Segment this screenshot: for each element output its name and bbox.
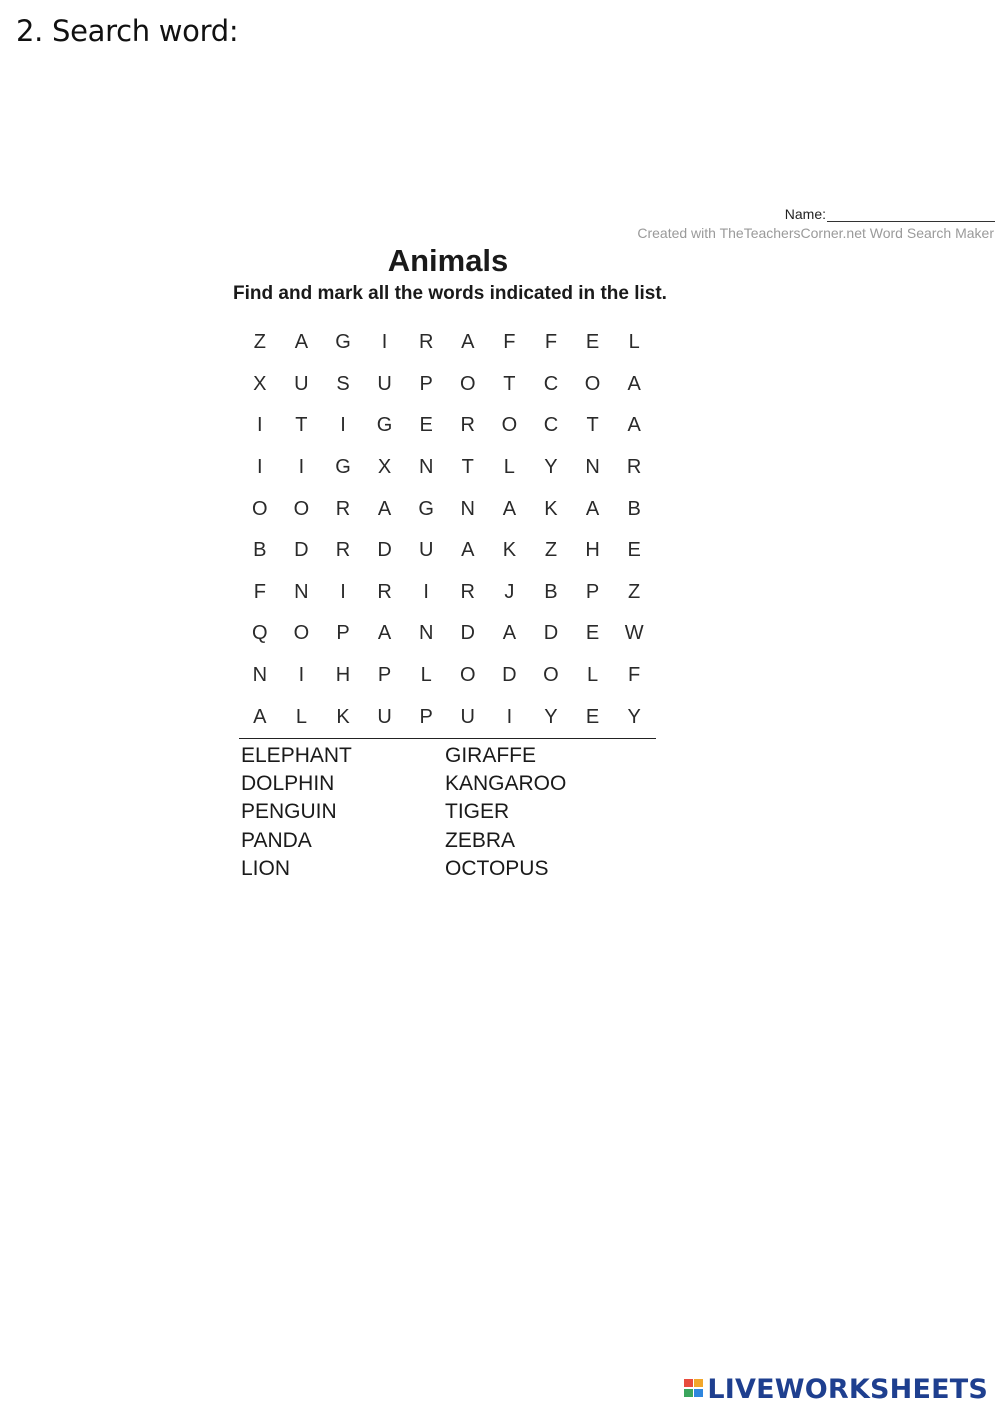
grid-letter[interactable]: K: [544, 497, 558, 520]
grid-letter[interactable]: R: [418, 331, 434, 354]
grid-letter[interactable]: D: [460, 622, 475, 645]
grid-letter[interactable]: T: [586, 414, 599, 437]
grid-letter[interactable]: A: [461, 539, 475, 562]
grid-letter[interactable]: W: [624, 622, 644, 645]
grid-letter[interactable]: Y: [544, 705, 558, 728]
name-field: [785, 206, 995, 222]
grid-letter[interactable]: G: [335, 331, 351, 354]
grid-letter[interactable]: S: [336, 372, 350, 395]
grid-row: [239, 447, 655, 489]
grid-letter[interactable]: E: [419, 414, 433, 437]
grid-letter[interactable]: A: [294, 331, 309, 354]
grid-letter[interactable]: O: [252, 497, 268, 520]
grid-letter[interactable]: G: [418, 497, 434, 520]
grid-letter[interactable]: O: [459, 664, 476, 687]
grid-letter[interactable]: Z: [544, 539, 558, 562]
grid-letter[interactable]: O: [543, 664, 559, 687]
word-list-item: PENGUIN: [241, 800, 337, 824]
grid-letter[interactable]: U: [460, 705, 475, 728]
grid-row: [239, 696, 655, 738]
question-heading: 2. Search word:: [16, 14, 239, 48]
word-list-item: KANGAROO: [445, 772, 567, 796]
grid-letter[interactable]: R: [377, 580, 392, 603]
grid-letter[interactable]: N: [252, 664, 268, 687]
grid-letter[interactable]: X: [253, 372, 267, 395]
grid-letter[interactable]: J: [504, 580, 515, 603]
grid-letter[interactable]: N: [460, 497, 475, 520]
grid-letter[interactable]: I: [257, 414, 263, 437]
grid-letter[interactable]: U: [377, 705, 392, 728]
liveworksheets-logo-icon: [684, 1377, 704, 1403]
grid-letter[interactable]: O: [459, 372, 476, 395]
grid-letter[interactable]: E: [585, 331, 600, 354]
grid-letter[interactable]: P: [419, 705, 433, 728]
word-list-item: ELEPHANT: [241, 744, 352, 767]
brand-text: LIVEWORKSHEETS: [707, 1374, 988, 1405]
grid-letter[interactable]: B: [544, 580, 558, 603]
grid-letter[interactable]: Z: [628, 580, 641, 603]
word-list-item: OCTOPUS: [445, 856, 549, 880]
grid-row: [239, 322, 655, 364]
credit-text: Created with TheTeachersCorner.net Word Search Maker: [637, 225, 994, 241]
puzzle-title: Animals: [387, 243, 509, 278]
grid-letter[interactable]: N: [294, 580, 309, 603]
grid-letter[interactable]: U: [377, 372, 392, 395]
grid-letter[interactable]: A: [377, 622, 392, 645]
brand-logo: [684, 1374, 988, 1405]
grid-letter[interactable]: A: [253, 705, 267, 728]
grid-letter[interactable]: O: [293, 497, 310, 520]
grid-letter[interactable]: K: [502, 539, 517, 562]
word-list-item: ZEBRA: [445, 828, 516, 852]
grid-letter[interactable]: U: [418, 539, 434, 562]
grid-letter[interactable]: L: [628, 331, 640, 354]
logo-block: [694, 1379, 703, 1387]
grid-letter[interactable]: T: [503, 372, 516, 395]
grid-letter[interactable]: E: [585, 705, 600, 728]
grid-letter[interactable]: F: [253, 580, 266, 603]
grid-letter[interactable]: D: [502, 664, 517, 687]
grid-letter[interactable]: A: [627, 414, 641, 437]
grid-letter[interactable]: F: [628, 664, 641, 687]
grid-row: [239, 655, 655, 697]
grid-letter[interactable]: O: [293, 622, 310, 645]
grid-letter[interactable]: A: [585, 497, 600, 520]
grid-letter[interactable]: Q: [252, 622, 268, 645]
grid-letter[interactable]: F: [544, 331, 558, 354]
puzzle-instructions: Find and mark all the words indicated in the list.: [233, 283, 667, 304]
grid-letter[interactable]: I: [257, 456, 263, 479]
grid-letter[interactable]: H: [335, 664, 351, 687]
grid-row: [239, 488, 655, 530]
grid-letter[interactable]: B: [627, 497, 641, 520]
word-list-item: GIRAFFE: [445, 744, 537, 767]
grid-letter[interactable]: I: [340, 580, 346, 603]
grid-letter[interactable]: L: [586, 664, 599, 687]
word-list-item: TIGER: [445, 800, 510, 824]
grid-letter[interactable]: A: [502, 622, 517, 645]
grid-letter[interactable]: I: [381, 331, 388, 354]
grid-letter[interactable]: E: [585, 622, 600, 645]
grid-letter[interactable]: L: [503, 456, 515, 479]
grid-row: [239, 364, 655, 406]
name-label: Name:: [784, 206, 826, 222]
grid-letter[interactable]: Y: [544, 456, 558, 479]
grid-letter[interactable]: A: [461, 331, 475, 354]
grid-letter[interactable]: T: [461, 456, 474, 479]
word-list-item: DOLPHIN: [241, 772, 335, 796]
grid-row: [239, 530, 655, 572]
name-blank-line: [827, 207, 995, 222]
grid-letter[interactable]: A: [627, 372, 641, 395]
grid-letter[interactable]: N: [585, 456, 600, 479]
grid-letter[interactable]: R: [460, 414, 475, 437]
word-list-column-right: [445, 742, 649, 883]
grid-letter[interactable]: U: [294, 372, 309, 395]
grid-letter[interactable]: D: [543, 622, 559, 645]
word-list-item: LION: [241, 856, 291, 880]
grid-letter[interactable]: X: [377, 456, 392, 479]
grid-letter[interactable]: R: [460, 580, 475, 603]
word-list: [241, 742, 649, 883]
grid-letter[interactable]: P: [336, 622, 350, 645]
grid-letter[interactable]: I: [423, 580, 429, 603]
grid-letter[interactable]: L: [420, 664, 432, 687]
grid-letter[interactable]: F: [503, 331, 516, 354]
grid-letter[interactable]: A: [377, 497, 392, 520]
logo-block: [684, 1389, 693, 1397]
word-list-column-left: [241, 742, 445, 883]
grid-letter[interactable]: K: [336, 705, 350, 728]
grid-letter[interactable]: C: [543, 372, 559, 395]
grid-letter[interactable]: L: [295, 705, 307, 728]
grid-letter[interactable]: C: [543, 414, 559, 437]
grid-letter[interactable]: I: [506, 705, 513, 728]
logo-block: [694, 1389, 703, 1397]
grid-letter[interactable]: E: [627, 539, 641, 562]
grid-letter[interactable]: Y: [627, 705, 641, 728]
grid-letter[interactable]: A: [502, 497, 517, 520]
grid-letter[interactable]: I: [340, 414, 346, 437]
grid-divider: [239, 738, 656, 739]
grid-letter[interactable]: R: [626, 456, 642, 479]
grid-letter[interactable]: I: [298, 664, 305, 687]
grid-letter[interactable]: H: [585, 539, 600, 562]
word-list-item: PANDA: [241, 828, 312, 852]
grid-letter[interactable]: R: [335, 497, 351, 520]
grid-letter[interactable]: P: [377, 664, 392, 687]
grid-row: [239, 613, 655, 655]
grid-letter[interactable]: D: [294, 539, 309, 562]
grid-letter[interactable]: N: [418, 622, 434, 645]
grid-letter[interactable]: B: [253, 539, 267, 562]
grid-letter[interactable]: P: [419, 372, 433, 395]
grid-letter[interactable]: D: [377, 539, 392, 562]
letter-grid: [239, 322, 655, 738]
grid-letter[interactable]: G: [376, 414, 393, 437]
grid-letter[interactable]: T: [295, 414, 308, 437]
grid-letter[interactable]: Z: [253, 331, 266, 354]
grid-letter[interactable]: P: [585, 580, 600, 603]
grid-letter[interactable]: R: [335, 539, 351, 562]
grid-letter[interactable]: I: [298, 456, 305, 479]
logo-block: [684, 1379, 693, 1387]
grid-letter[interactable]: N: [418, 456, 434, 479]
grid-letter[interactable]: G: [335, 456, 351, 479]
grid-letter[interactable]: O: [584, 372, 601, 395]
grid-letter[interactable]: O: [501, 414, 518, 437]
grid-row: [239, 405, 655, 447]
grid-row: [239, 572, 655, 614]
